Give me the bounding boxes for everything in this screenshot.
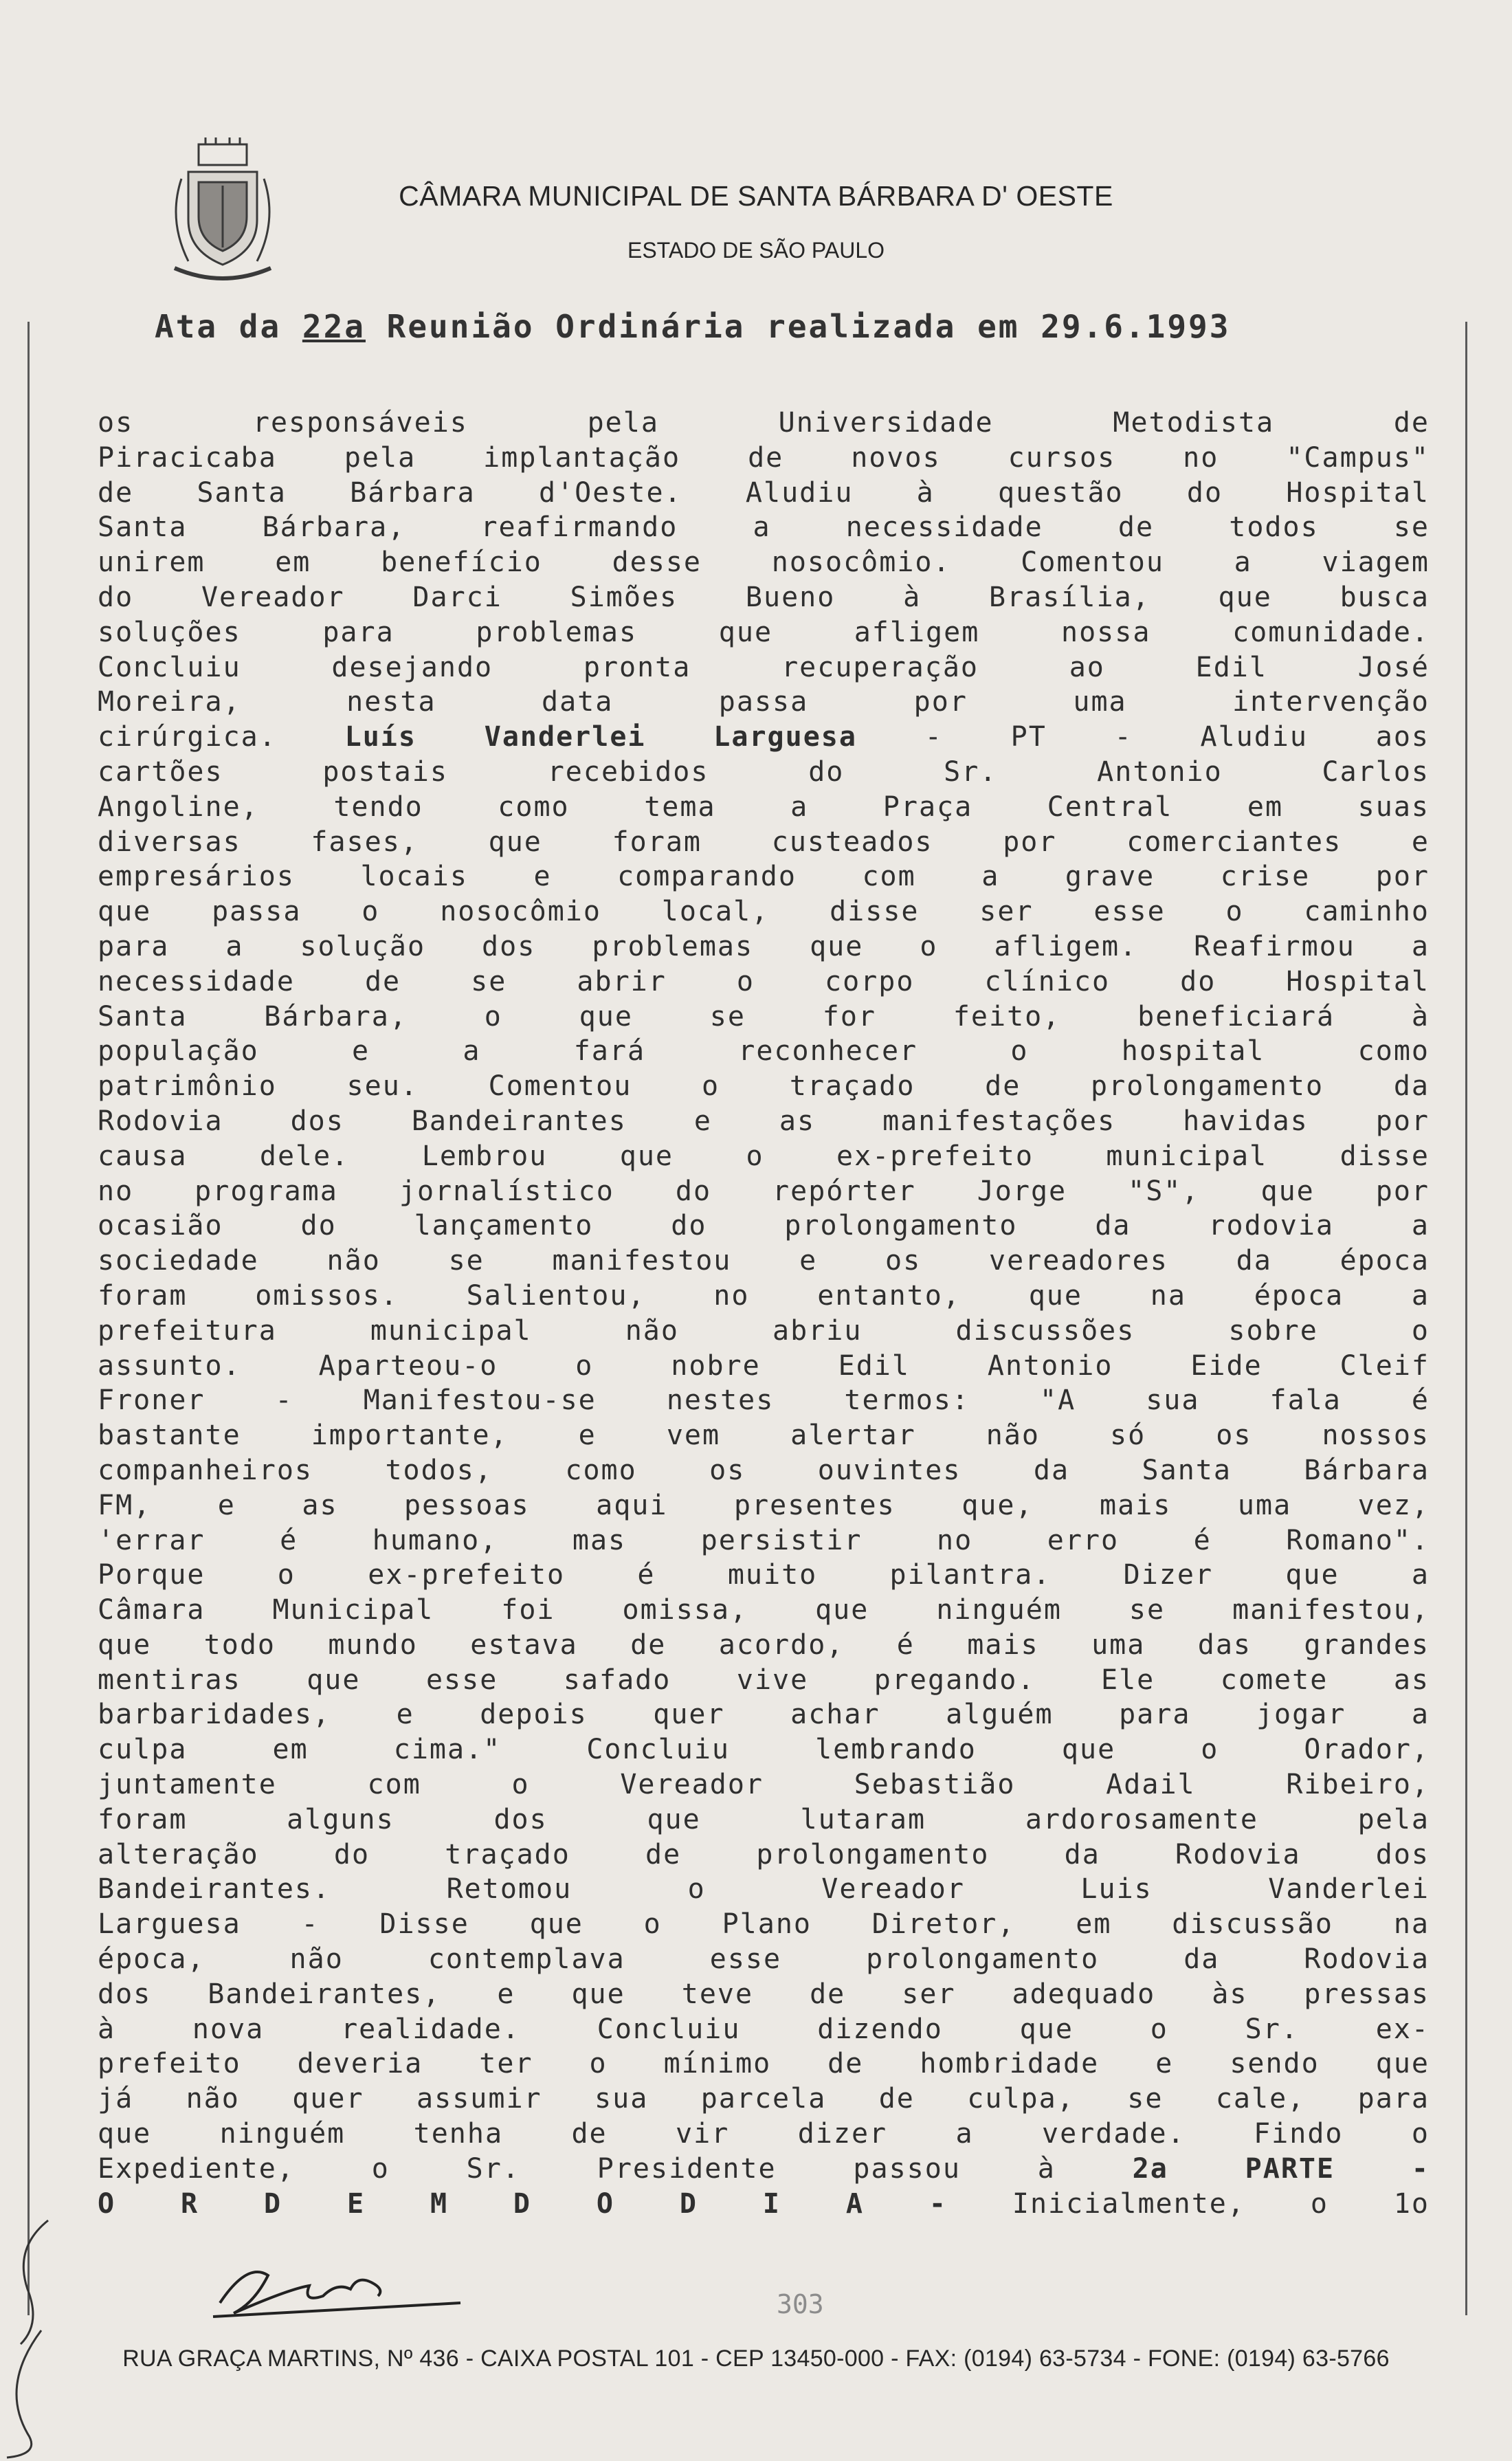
body-line: 'errar é humano, mas persistir no erro é Romano". bbox=[98, 1524, 1430, 1556]
body-line: ocasião do lançamento do prolongamento da rodovia a bbox=[98, 1210, 1430, 1242]
body-line: Câmara Municipal foi omissa, que ninguém se manifestou, bbox=[98, 1594, 1430, 1626]
body-line: população e a fará reconhecer o hospital como bbox=[98, 1035, 1430, 1068]
body-line: foram omissos. Salientou, no entanto, que na época a bbox=[98, 1279, 1430, 1312]
body-line: que todo mundo estava de acordo, é mais uma das grandes bbox=[98, 1629, 1430, 1661]
body-line: já não quer assumir sua parcela de culpa, se cale, para bbox=[98, 2083, 1430, 2115]
body-line: culpa em cima." Concluiu lembrando que o Orador, bbox=[98, 1734, 1430, 1766]
institution-name: CÂMARA MUNICIPAL DE SANTA BÁRBARA D' OESTE bbox=[399, 180, 1113, 212]
body-line: causa dele. Lembrou que o ex-prefeito municipal disse bbox=[98, 1140, 1430, 1172]
body-line: alteração do traçado de prolongamento da Rodovia dos bbox=[98, 1838, 1430, 1870]
body-line: necessidade de se abrir o corpo clínico do Hospital bbox=[98, 965, 1430, 997]
body-line: Froner - Manifestou-se nestes termos: "A sua fala é bbox=[98, 1384, 1430, 1417]
body-line: os responsáveis pela Universidade Metodista de bbox=[98, 407, 1430, 439]
body-line: mentiras que esse safado vive pregando. Ele comete as bbox=[98, 1664, 1430, 1696]
body-line: Moreira, nesta data passa por uma intervenção bbox=[98, 686, 1430, 718]
body-line: foram alguns dos que lutaram ardorosamente pela bbox=[98, 1803, 1430, 1835]
body-line: Angoline, tendo como tema a Praça Central em suas bbox=[98, 791, 1430, 823]
title-suffix: Reunião Ordinária realizada em 29.6.1993 bbox=[365, 308, 1231, 345]
body-line bbox=[98, 2152, 1430, 2187]
body-line: do Vereador Darci Simões Bueno à Brasília, que busca bbox=[98, 581, 1430, 613]
body-line: dos Bandeirantes, e que teve de ser adequado às pressas bbox=[98, 1978, 1430, 2010]
body-line: Santa Bárbara, reafirmando a necessidade de todos se bbox=[98, 511, 1430, 544]
body-line: bastante importante, e vem alertar não só os nossos bbox=[98, 1420, 1430, 1452]
body-line: Piracicaba pela implantação de novos cursos no "Campus" bbox=[98, 441, 1430, 474]
right-margin-rule bbox=[1465, 322, 1467, 2315]
body-line: prefeitura municipal não abriu discussões sobre o bbox=[98, 1314, 1430, 1347]
title-number: 22a bbox=[302, 308, 366, 345]
body-line: no programa jornalístico do repórter Jorge "S", que por bbox=[98, 1175, 1430, 1207]
body-line: patrimônio seu. Comentou o traçado de prolongamento da bbox=[98, 1070, 1430, 1103]
body-line: Larguesa - Disse que o Plano Diretor, em discussão na bbox=[98, 1908, 1430, 1941]
body-line: época, não contemplava esse prolongamento da Rodovia bbox=[98, 1943, 1430, 1976]
body-line: diversas fases, que foram custeados por comerciantes e bbox=[98, 826, 1430, 858]
page-number: 303 bbox=[777, 2289, 824, 2319]
body-line: assunto. Aparteou-o o nobre Edil Antonio Eide Cleif bbox=[98, 1349, 1430, 1382]
body-line: cartões postais recebidos do Sr. Antonio Carlos bbox=[98, 755, 1430, 788]
body-line: Rodovia dos Bandeirantes e as manifestações havidas por bbox=[98, 1105, 1430, 1137]
state-name: ESTADO DE SÃO PAULO bbox=[627, 238, 885, 263]
body-line bbox=[98, 720, 1430, 755]
body-line: juntamente com o Vereador Sebastião Adail Ribeiro, bbox=[98, 1769, 1430, 1801]
line-text: Expediente, o Sr. Presidente passou à bbox=[98, 2152, 1133, 2185]
line-text: Inicialmente, o 1o bbox=[946, 2187, 1430, 2220]
body-line: sociedade não se manifestou e os vereadores da época bbox=[98, 1245, 1430, 1277]
body-line: de Santa Bárbara d'Oeste. Aludiu à questão do Hospital bbox=[98, 476, 1430, 509]
minutes-body bbox=[98, 406, 1430, 2221]
body-line: unirem em benefício desse nosocômio. Comentou a viagem bbox=[98, 547, 1430, 579]
body-line: à nova realidade. Concluiu dizendo que o Sr. ex- bbox=[98, 2013, 1430, 2045]
footer-address: RUA GRAÇA MARTINS, Nº 436 - CAIXA POSTAL 101 - CEP 13450-000 - FAX: (0194) 63-5734 - FONE: (0194) 63-5766 bbox=[122, 2346, 1390, 2372]
line-text: - PT - Aludiu aos bbox=[856, 721, 1430, 753]
body-line: barbaridades, e depois quer achar alguém para jogar a bbox=[98, 1699, 1430, 1731]
body-line: Bandeirantes. Retomou o Vereador Luis Vanderlei bbox=[98, 1873, 1430, 1906]
bold-text: O R D E M D O D I A - bbox=[98, 2187, 947, 2220]
margin-signature-icon bbox=[0, 2207, 55, 2461]
body-line bbox=[98, 2187, 1430, 2222]
body-line: companheiros todos, como os ouvintes da Santa Bárbara bbox=[98, 1454, 1430, 1486]
line-text: cirúrgica. bbox=[98, 721, 345, 753]
body-line: que ninguém tenha de vir dizer a verdade. Findo o bbox=[98, 2118, 1430, 2150]
body-line: soluções para problemas que afligem nossa comunidade. bbox=[98, 616, 1430, 648]
body-line: Santa Bárbara, o que se for feito, beneficiará à bbox=[98, 1000, 1430, 1033]
body-line: Concluiu desejando pronta recuperação ao Edil José bbox=[98, 651, 1430, 683]
coat-of-arms-icon bbox=[168, 137, 278, 289]
body-line: para a solução dos problemas que o afligem. Reafirmou a bbox=[98, 930, 1430, 962]
body-line: empresários locais e comparando com a grave crise por bbox=[98, 861, 1430, 893]
body-line: prefeito deveria ter o mínimo de hombridade e sendo que bbox=[98, 2048, 1430, 2080]
bold-text: Luís Vanderlei Larguesa bbox=[344, 721, 857, 753]
title-prefix: Ata da bbox=[155, 308, 302, 345]
signature-icon bbox=[206, 2248, 467, 2324]
bold-text: 2a PARTE - bbox=[1132, 2152, 1430, 2185]
left-margin-rule bbox=[27, 322, 30, 2315]
body-line: FM, e as pessoas aqui presentes que, mais uma vez, bbox=[98, 1489, 1430, 1521]
body-line: que passa o nosocômio local, disse ser esse o caminho bbox=[98, 896, 1430, 928]
minutes-title bbox=[155, 308, 1392, 345]
body-line: Porque o ex-prefeito é muito pilantra. Dizer que a bbox=[98, 1559, 1430, 1591]
